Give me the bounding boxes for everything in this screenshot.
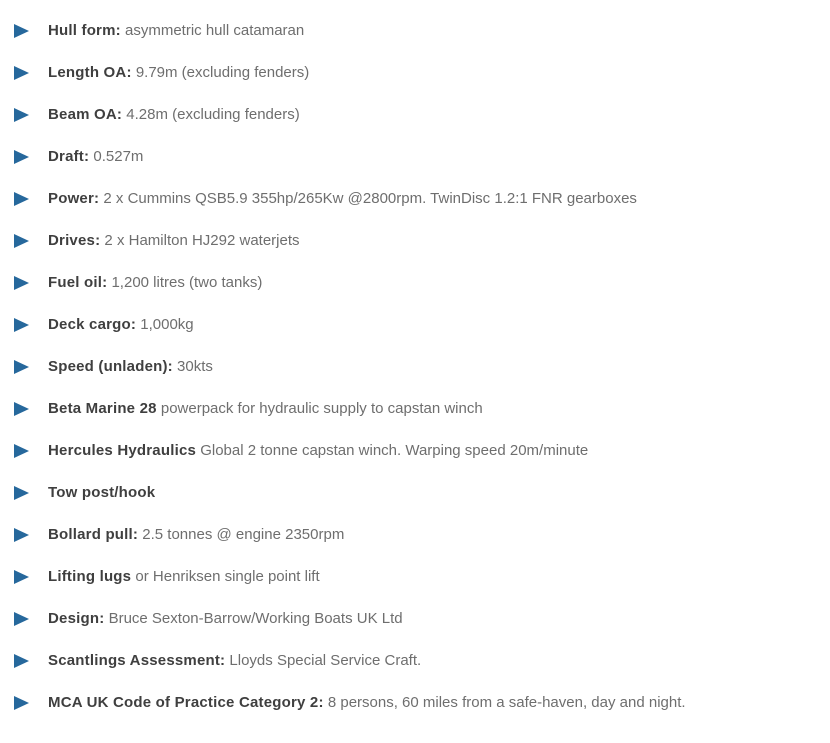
spec-list-item	[14, 273, 830, 293]
spec-value: 1,000kg	[136, 316, 194, 333]
spec-value: 2.5 tonnes @ engine 2350rpm	[138, 526, 345, 543]
spec-text	[48, 63, 309, 83]
triangle-right-icon	[14, 192, 29, 206]
triangle-right-icon	[14, 486, 29, 500]
spec-list-item	[14, 105, 830, 125]
spec-list-item	[14, 693, 830, 713]
triangle-right-icon	[14, 654, 29, 668]
spec-label: Draft:	[48, 148, 90, 165]
spec-value: asymmetric hull catamaran	[120, 22, 305, 39]
spec-list-item	[14, 609, 830, 629]
spec-text	[48, 399, 483, 419]
triangle-right-icon	[14, 108, 29, 122]
spec-value: 30kts	[172, 358, 213, 375]
spec-list-item	[14, 567, 830, 587]
spec-label: Tow post/hook	[48, 484, 156, 501]
spec-value: 9.79m (excluding fenders)	[131, 64, 310, 81]
spec-value: 2 x Cummins QSB5.9 355hp/265Kw @2800rpm. TwinDisc 1.2:1 FNR gearboxes	[99, 190, 637, 207]
spec-label: Power:	[48, 190, 100, 207]
spec-list-item	[14, 357, 830, 377]
spec-list-item	[14, 525, 830, 545]
triangle-right-icon	[14, 150, 29, 164]
spec-label: Fuel oil:	[48, 274, 108, 291]
spec-label: Bollard pull:	[48, 526, 139, 543]
spec-text	[48, 693, 686, 713]
triangle-right-icon	[14, 696, 29, 710]
triangle-right-icon	[14, 444, 29, 458]
spec-label: Hercules Hydraulics	[48, 442, 197, 459]
spec-text	[48, 231, 300, 251]
spec-list-item	[14, 63, 830, 83]
spec-value: Bruce Sexton-Barrow/Working Boats UK Ltd	[104, 610, 403, 627]
spec-text	[48, 273, 262, 293]
spec-text	[48, 609, 403, 629]
spec-list-item	[14, 315, 830, 335]
spec-list-item	[14, 189, 830, 209]
spec-label: Beam OA:	[48, 106, 123, 123]
spec-text	[48, 651, 421, 671]
spec-text	[48, 357, 213, 377]
triangle-right-icon	[14, 360, 29, 374]
triangle-right-icon	[14, 612, 29, 626]
spec-label: Drives:	[48, 232, 101, 249]
spec-value: Lloyds Special Service Craft.	[225, 652, 422, 669]
spec-value: 1,200 litres (two tanks)	[107, 274, 263, 291]
spec-value: or Henriksen single point lift	[131, 568, 320, 585]
spec-list-item	[14, 441, 830, 461]
triangle-right-icon	[14, 234, 29, 248]
spec-value: 2 x Hamilton HJ292 waterjets	[100, 232, 300, 249]
spec-text	[48, 483, 155, 503]
spec-label: Beta Marine 28	[48, 400, 157, 417]
spec-text	[48, 567, 320, 587]
spec-text	[48, 147, 143, 167]
spec-label: MCA UK Code of Practice Category 2:	[48, 694, 324, 711]
spec-value: powerpack for hydraulic supply to capstan winch	[156, 400, 483, 417]
spec-label: Length OA:	[48, 64, 132, 81]
spec-text	[48, 525, 344, 545]
spec-text	[48, 21, 304, 41]
spec-list-item	[14, 147, 830, 167]
spec-value: 8 persons, 60 miles from a safe-haven, day and night.	[323, 694, 686, 711]
triangle-right-icon	[14, 528, 29, 542]
spec-label: Hull form:	[48, 22, 121, 39]
spec-text	[48, 189, 637, 209]
triangle-right-icon	[14, 402, 29, 416]
spec-text	[48, 105, 300, 125]
spec-label: Lifting lugs	[48, 568, 132, 585]
spec-label: Scantlings Assessment:	[48, 652, 226, 669]
spec-list-item	[14, 651, 830, 671]
spec-list-item	[14, 21, 830, 41]
triangle-right-icon	[14, 570, 29, 584]
spec-list-item	[14, 399, 830, 419]
triangle-right-icon	[14, 66, 29, 80]
triangle-right-icon	[14, 276, 29, 290]
spec-value: 4.28m (excluding fenders)	[122, 106, 300, 123]
triangle-right-icon	[14, 318, 29, 332]
spec-label: Design:	[48, 610, 105, 627]
spec-label: Speed (unladen):	[48, 358, 173, 375]
spec-list-item	[14, 483, 830, 503]
triangle-right-icon	[14, 24, 29, 38]
spec-list-item	[14, 231, 830, 251]
spec-label: Deck cargo:	[48, 316, 137, 333]
spec-text	[48, 441, 588, 461]
spec-value: Global 2 tonne capstan winch. Warping speed 20m/minute	[196, 442, 589, 459]
spec-text	[48, 315, 194, 335]
spec-value: 0.527m	[89, 148, 144, 165]
